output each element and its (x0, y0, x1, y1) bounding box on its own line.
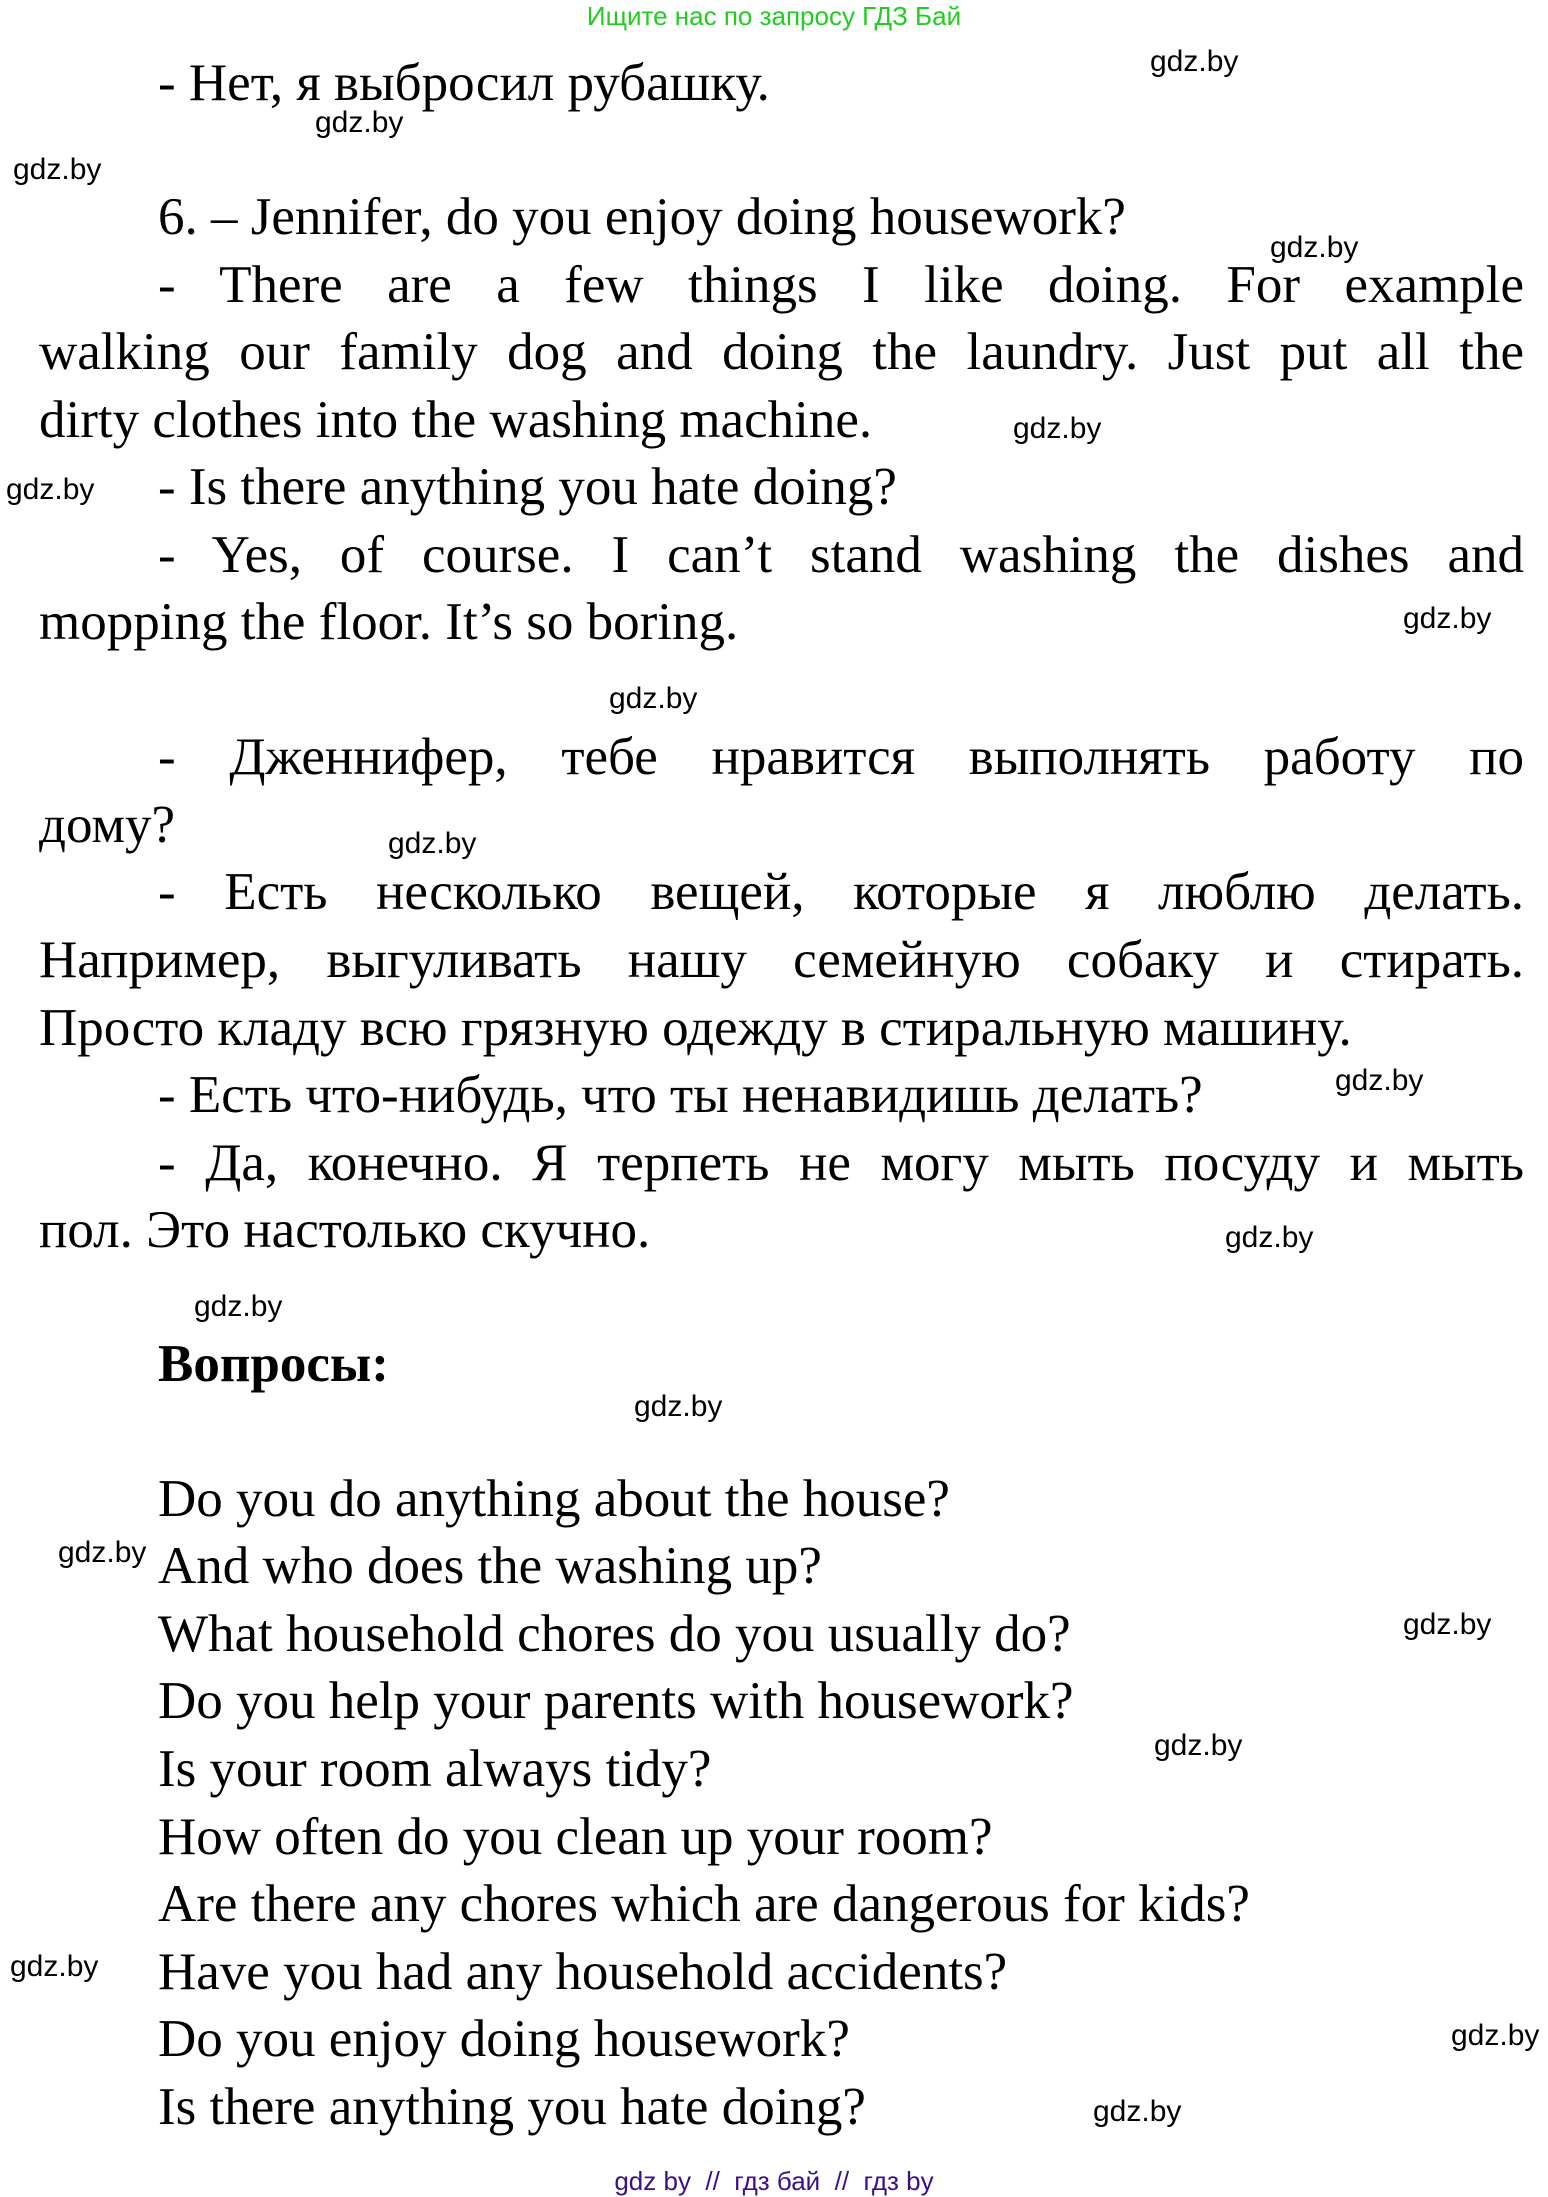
watermark: gdz.by (194, 1290, 283, 1323)
watermark: gdz.by (1451, 2019, 1540, 2052)
question-item: Is there anything you hate doing? (158, 2078, 866, 2136)
question-item: Do you enjoy doing housework? (158, 2010, 850, 2068)
watermark: gdz.by (1225, 1221, 1314, 1254)
text-line: 6. – Jennifer, do you enjoy doing housework? (158, 188, 1126, 246)
watermark: gdz.by (58, 1536, 147, 1569)
watermark: gdz.by (1403, 602, 1492, 635)
watermark: gdz.by (6, 473, 95, 506)
header-banner[interactable]: Ищите нас по запросу ГДЗ Бай (586, 1, 962, 31)
watermark: gdz.by (13, 153, 102, 186)
question-item: Have you had any household accidents? (158, 1943, 1008, 2001)
text-line: - Дженнифер, тебе нравится выполнять работу по (158, 728, 1524, 786)
text-line: dirty clothes into the washing machine. (39, 391, 873, 449)
question-item: Do you help your parents with housework? (158, 1672, 1074, 1730)
text-line: walking our family dog and doing the laundry. Just put all the (39, 323, 1524, 381)
watermark: gdz.by (10, 1950, 99, 1983)
text-line: - Есть несколько вещей, которые я люблю делать. (158, 863, 1524, 921)
text-line: - Нет, я выбросил рубашку. (158, 54, 770, 112)
footer-links[interactable]: gdz by // гдз бай // гдз by (614, 2166, 934, 2196)
questions-heading: Вопросы: (158, 1335, 389, 1393)
watermark: gdz.by (388, 827, 477, 860)
question-item: Is your room always tidy? (158, 1740, 712, 1798)
text-line: дому? (39, 796, 176, 854)
text-line: Просто кладу всю грязную одежду в стиральную машину. (39, 999, 1352, 1057)
watermark: gdz.by (1403, 1608, 1492, 1641)
watermark: gdz.by (1150, 45, 1239, 78)
watermark: gdz.by (1270, 231, 1359, 264)
question-item: How often do you clean up your room? (158, 1808, 993, 1866)
question-item: Are there any chores which are dangerous for kids? (158, 1875, 1250, 1933)
watermark: gdz.by (1013, 412, 1102, 445)
watermark: gdz.by (1154, 1729, 1243, 1762)
text-line: mopping the floor. It’s so boring. (39, 593, 739, 651)
watermark: gdz.by (609, 682, 698, 715)
text-line: - Есть что-нибудь, что ты ненавидишь делать? (158, 1066, 1203, 1124)
watermark: gdz.by (1335, 1064, 1424, 1097)
text-line: - Yes, of course. I can’t stand washing the dishes and (158, 526, 1524, 584)
question-item: Do you do anything about the house? (158, 1470, 950, 1528)
text-line: Например, выгуливать нашу семейную собаку и стирать. (39, 931, 1524, 989)
text-line: - Is there anything you hate doing? (158, 458, 897, 516)
text-line: - Да, конечно. Я терпеть не могу мыть посуду и мыть (158, 1134, 1524, 1192)
question-item: What household chores do you usually do? (158, 1605, 1071, 1663)
watermark: gdz.by (634, 1390, 723, 1423)
watermark: gdz.by (315, 106, 404, 139)
text-line: пол. Это настолько скучно. (39, 1201, 651, 1259)
watermark: gdz.by (1093, 2095, 1182, 2128)
text-line: - There are a few things I like doing. For example (158, 256, 1524, 314)
question-item: And who does the washing up? (158, 1537, 822, 1595)
